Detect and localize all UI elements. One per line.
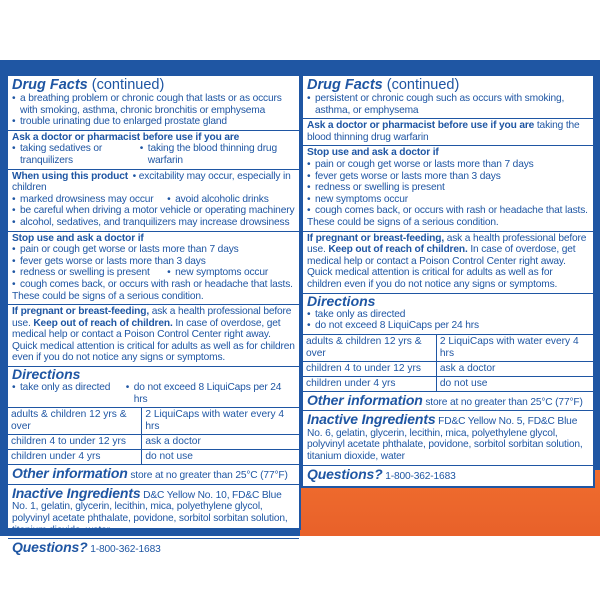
drug-facts-panel-right — [301, 74, 595, 488]
list-item: • new symptoms occur — [307, 194, 589, 206]
section-heading: Keep out of reach of children. — [33, 317, 173, 329]
stop-use-section — [303, 146, 593, 231]
phone-number: 1-800-362-1683 — [90, 544, 161, 556]
table-cell: do not use — [436, 376, 593, 391]
table-cell: do not use — [142, 450, 299, 465]
stop-use-note: These could be signs of a serious condition. — [12, 290, 204, 302]
list-item: • marked drowsiness may occur — [12, 194, 167, 206]
dosage-table — [303, 334, 593, 391]
section-heading: When using this product — [12, 170, 128, 182]
pregnancy-section — [8, 305, 299, 367]
section-heading: Other information — [307, 391, 423, 408]
dosage-table — [8, 407, 299, 464]
section-heading: Directions — [307, 292, 376, 309]
other-info-text: store at no greater than 25°C (77°F) — [130, 470, 288, 482]
list-item: • alcohol, sedatives, and tranquilizers may increase drowsiness — [12, 217, 295, 229]
table-row — [303, 376, 593, 391]
list-item: • fever gets worse or lasts more than 3 days — [12, 256, 295, 268]
list-item: • fever gets worse or lasts more than 3 days — [307, 171, 589, 183]
list-item: • trouble urinating due to enlarged prostate gland — [12, 116, 295, 128]
drug-facts-title: Drug Facts — [307, 77, 383, 93]
list-item: • taking sedatives or tranquilizers — [12, 143, 140, 166]
list-item: • avoid alcoholic drinks — [167, 194, 269, 206]
section-heading: If pregnant or breast-feeding, — [12, 306, 150, 318]
section-heading: Questions? — [307, 465, 383, 482]
stop-use-section — [8, 232, 299, 306]
continued-label: (continued) — [91, 77, 165, 93]
pregnancy-section — [303, 232, 593, 294]
section-heading: Keep out of reach of children. — [328, 244, 468, 256]
section-heading: Inactive Ingredients — [12, 484, 141, 501]
ask-pharmacist-section — [8, 131, 299, 170]
section-heading: Ask a doctor or pharmacist before use if you are — [12, 131, 240, 143]
table-cell: adults & children 12 yrs & over — [8, 408, 142, 435]
phone-number: 1-800-362-1683 — [385, 470, 456, 482]
continued-label: (continued) — [386, 77, 460, 93]
other-info-section — [8, 465, 299, 485]
inactive-ingredients-section — [8, 485, 299, 539]
table-cell: children 4 to under 12 yrs — [303, 361, 436, 376]
pregnancy-text: ask a health professional before use. — [307, 232, 587, 256]
questions-section — [8, 539, 299, 558]
list-item: • pain or cough get worse or lasts more than 7 days — [307, 159, 589, 171]
list-item: excitability may occur, especially in children — [12, 170, 291, 194]
table-cell: children 4 to under 12 yrs — [8, 435, 142, 450]
list-item: • take only as directed — [12, 382, 126, 405]
inactive-ingredients-section — [303, 411, 593, 465]
section-heading: Directions — [12, 366, 81, 383]
drug-facts-header — [8, 76, 299, 131]
list-item: • persistent or chronic cough such as occurs with smoking, asthma, or emphysema — [307, 93, 589, 116]
table-cell: ask a doctor — [142, 435, 299, 450]
table-cell: 2 LiquiCaps with water every 4 hrs — [436, 334, 593, 361]
list-item: • do not exceed 8 LiquiCaps per 24 hrs — [126, 382, 295, 405]
list-item: • be careful when driving a motor vehicle or operating machinery — [12, 205, 295, 217]
list-item: • redness or swelling is present — [12, 267, 167, 279]
keep-out-text: In case of overdose, get medical help or contact a Poison Control Center right away. Quick medical attention is critical for adults as well as for children even if you do not notice any signs or symptoms. — [12, 317, 295, 364]
ask-pharmacist-section — [303, 119, 593, 146]
other-info-section — [303, 392, 593, 412]
directions-section — [303, 294, 593, 392]
section-heading: Questions? — [12, 539, 88, 556]
ask-pharmacist-text: taking the blood thinning drug warfarin — [307, 120, 580, 143]
keep-out-text: In case of overdose, get medical help or contact a Poison Control Center right away. Quick medical attention is critical for adults as well as for children even if you do not notice any signs or symptoms. — [307, 244, 576, 290]
section-heading: Stop use and ask a doctor if — [12, 232, 144, 244]
table-row — [8, 435, 299, 450]
list-item: • taking the blood thinning drug warfarin — [140, 143, 295, 166]
list-item: • new symptoms occur — [167, 267, 268, 279]
list-item: • do not exceed 8 LiquiCaps per 24 hrs — [307, 320, 589, 332]
section-heading: Other information — [12, 465, 128, 482]
table-row — [8, 408, 299, 435]
section-heading: Ask a doctor or pharmacist before use if you are — [307, 120, 535, 132]
section-heading: If pregnant or breast-feeding, — [307, 232, 445, 244]
inactive-ingredients-text: FD&C Yellow No. 5, FD&C Blue No. 6, gelatin, glycerin, lecithin, mica, polyethylene glycol, polyvinyl acetate phthalate, povidone, sorbitol sorbitan solution, titanium dioxide, water — [307, 416, 583, 463]
questions-section — [303, 466, 593, 485]
table-cell: 2 LiquiCaps with water every 4 hrs — [142, 408, 299, 435]
pregnancy-text: ask a health professional before use. — [12, 306, 292, 329]
section-heading: Stop use and ask a doctor if — [307, 147, 439, 159]
list-item: • a breathing problem or chronic cough that lasts or as occurs with smoking, asthma, chronic bronchitis or emphysema — [12, 93, 295, 116]
table-cell: children under 4 yrs — [303, 376, 436, 391]
drug-facts-header — [303, 76, 593, 119]
list-item: • cough comes back, or occurs with rash or headache that lasts. — [307, 205, 589, 217]
table-cell: ask a doctor — [436, 361, 593, 376]
drug-facts-panel-left — [6, 74, 301, 556]
other-info-text: store at no greater than 25°C (77°F) — [425, 396, 583, 408]
table-cell: children under 4 yrs — [8, 450, 142, 465]
list-item: • take only as directed — [307, 309, 589, 321]
list-item: • redness or swelling is present — [307, 182, 589, 194]
table-row — [8, 450, 299, 465]
table-cell: adults & children 12 yrs & over — [303, 334, 436, 361]
drug-facts-title: Drug Facts — [12, 77, 88, 93]
stop-use-note: These could be signs of a serious condition. — [307, 216, 499, 228]
directions-section — [8, 367, 299, 465]
inactive-ingredients-text: D&C Yellow No. 10, FD&C Blue No. 1, gelatin, glycerin, lecithin, mica, polyethylene glycol, polyvinyl acetate phthalate, povidone, sorbitol sorbitan solution, titanium dioxide, water — [12, 489, 288, 536]
table-row — [303, 361, 593, 376]
when-using-section: When using this product • excitability may occur, especially in children • marked drowsiness may occur • avoid alcoholic drinks • be careful when driving a motor vehicle or operating machinery • alcohol, sedatives, and tranquilizers may increase drowsiness — [8, 170, 299, 232]
table-row — [303, 334, 593, 361]
list-item: • cough comes back, or occurs with rash or headache that lasts. — [12, 279, 295, 291]
section-heading: Inactive Ingredients — [307, 411, 436, 428]
list-item: • pain or cough get worse or lasts more than 7 days — [12, 244, 295, 256]
